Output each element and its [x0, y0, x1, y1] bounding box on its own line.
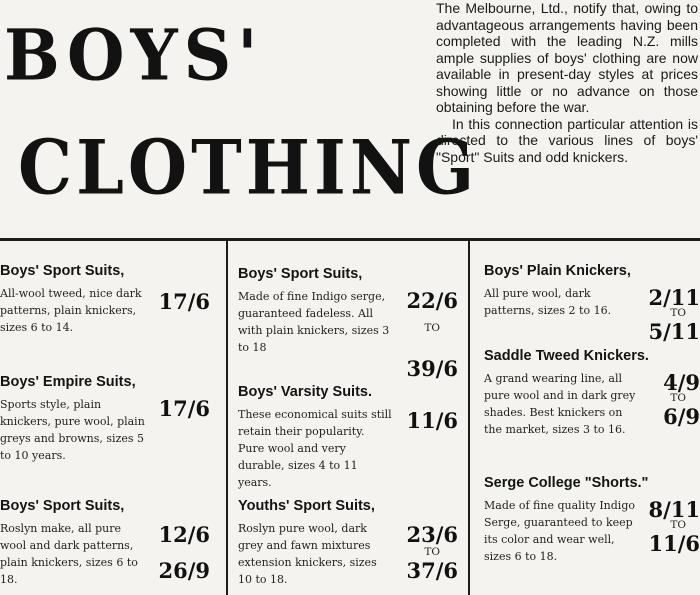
product-description: All pure wool, dark patterns, sizes 2 to 16.: [484, 287, 612, 317]
product-listing: [238, 384, 464, 491]
column-2: [238, 241, 464, 595]
price: 39/6: [406, 356, 458, 381]
product-title: Boys' Sport Suits,: [0, 498, 125, 514]
price: 4/9: [663, 370, 700, 395]
column-divider: [226, 241, 228, 595]
column-1: [0, 241, 222, 595]
price: 23/6: [406, 522, 458, 547]
product-description: All-wool tweed, nice dark patterns, plain knickers, sizes 6 to 14.: [0, 287, 142, 334]
price: 2/11: [648, 285, 700, 310]
product-description: Roslyn make, all pure wool and dark patterns, plain knickers, sizes 6 to 18.: [0, 522, 138, 586]
product-listing: [484, 263, 700, 344]
product-title: Youths' Sport Suits,: [238, 498, 375, 514]
intro-text: [436, 0, 698, 165]
headline-boys: BOYS': [4, 14, 264, 97]
price-range-to: TO: [424, 322, 440, 334]
product-title: Serge College "Shorts.": [484, 475, 649, 491]
product-title: Saddle Tweed Knickers.: [484, 348, 649, 364]
product-description: Sports style, plain knickers, pure wool, plain greys and browns, sizes 5 to 10 years.: [0, 398, 145, 462]
price: 26/9: [158, 558, 210, 583]
price-range-to: TO: [670, 392, 686, 404]
product-title: Boys' Varsity Suits.: [238, 384, 373, 400]
price: 17/6: [158, 396, 210, 421]
price-range-to: TO: [670, 519, 686, 531]
product-listing: [238, 266, 464, 381]
column-divider: [468, 241, 470, 595]
product-description: Roslyn pure wool, dark grey and fawn mixtures extension knickers, sizes 10 to 18.: [238, 522, 377, 586]
price: 22/6: [406, 288, 458, 313]
product-description: A grand wearing line, all pure wool and in dark grey shades. Best knickers on the market, sizes 3 to 16.: [484, 372, 636, 436]
price: 11/6: [406, 408, 458, 433]
price-range-to: TO: [670, 307, 686, 319]
price: 11/6: [648, 531, 700, 556]
price: 5/11: [648, 319, 700, 344]
product-title: Boys' Sport Suits,: [238, 266, 363, 282]
product-listing: [0, 498, 222, 588]
column-3: [484, 241, 700, 595]
product-title: Boys' Sport Suits,: [0, 263, 125, 279]
intro-paragraph: The Melbourne, Ltd., notify that, owing to advantageous arrangements having been completed with the leading N.Z. mills ample supplies of boys' clothing are now available in present-day styles at prices showing little or no advance on those obtaining before the war.: [436, 0, 698, 115]
price: 8/11: [648, 497, 700, 522]
headline-clothing: CLOTHING: [18, 124, 479, 212]
product-listing: [484, 475, 700, 565]
product-description: Made of fine Indigo serge, guaranteed fadeless. All with plain knickers, sizes 3 to 18: [238, 290, 390, 354]
product-listing: [0, 263, 222, 336]
intro-paragraph: In this connection particular attention is directed to the various lines of boys' "Sport" Suits and odd knickers.: [436, 115, 698, 165]
product-title: Boys' Plain Knickers,: [484, 263, 631, 279]
price: 17/6: [158, 289, 210, 314]
price-range-to: TO: [424, 546, 440, 558]
product-description: Made of fine quality Indigo Serge, guaranteed to keep its color and wear well, sizes 6 to 18.: [484, 499, 635, 563]
product-description: These economical suits still retain their popularity. Pure wool and very durable, sizes 4 to 11 years.: [238, 408, 392, 489]
price: 6/9: [663, 404, 700, 429]
product-title: Boys' Empire Suits,: [0, 374, 136, 390]
price: 12/6: [158, 522, 210, 547]
price: 37/6: [406, 558, 458, 583]
product-listing: [484, 348, 700, 438]
product-listing: [0, 374, 222, 464]
product-listing: [238, 498, 464, 588]
